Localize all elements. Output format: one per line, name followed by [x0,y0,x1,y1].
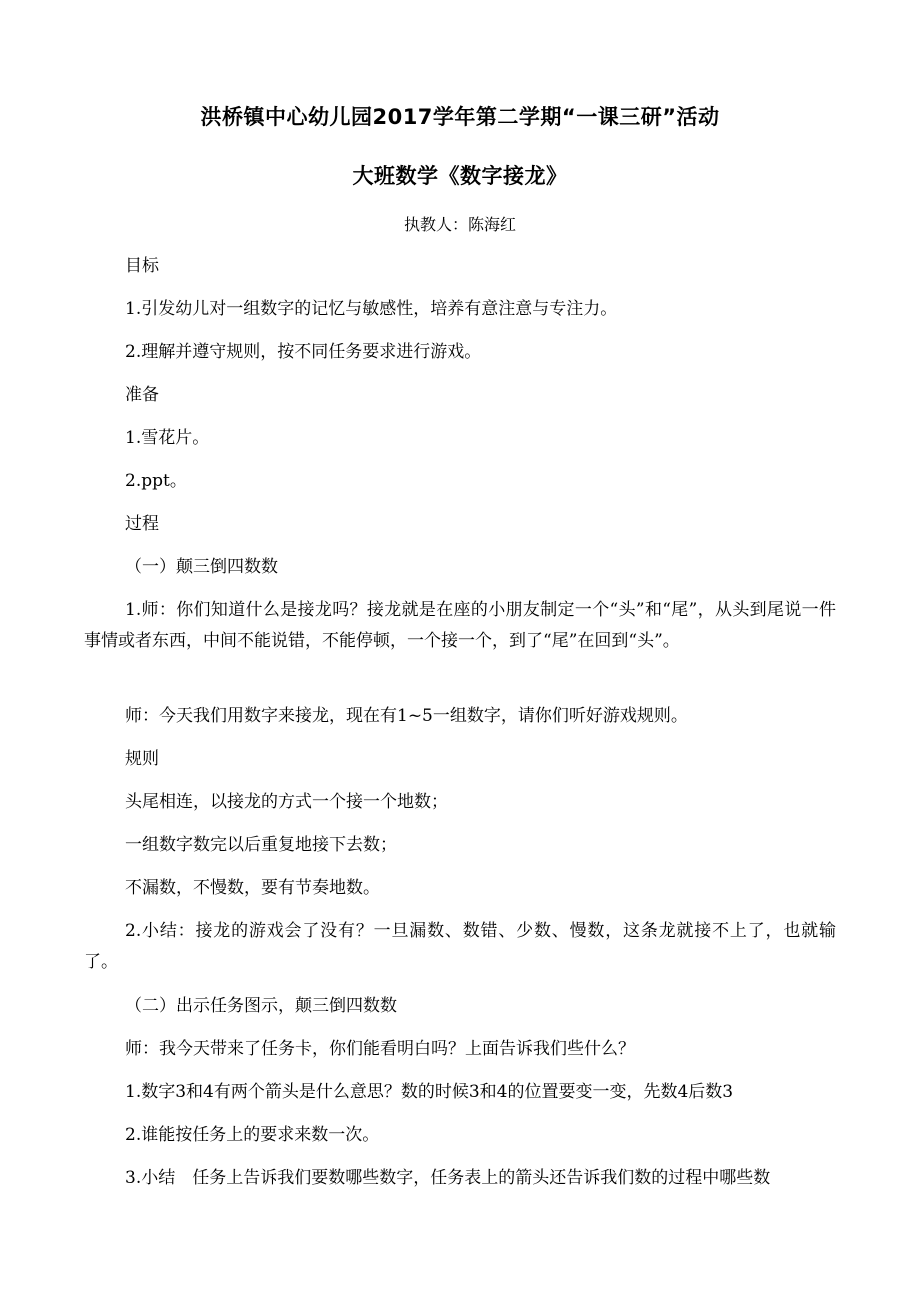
paragraph: 1.师：你们知道什么是接龙吗？接龙就是在座的小朋友制定一个“头”和“尾”，从头到尾说一件事情或者东西，中间不能说错，不能停顿，一个接一个，到了“尾”在回到“头”。 [84,600,836,651]
section-heading-preparation: 准备 [125,385,159,405]
paragraph: 1.雪花片。 [125,428,210,448]
section-heading-process: 过程 [125,514,159,534]
paragraph: 2.小结：接龙的游戏会了没有？一旦漏数、数错、少数、慢数，这条龙就接不上了，也就输了。 [84,921,836,972]
paragraph: 2.理解并遵守规则，按不同任务要求进行游戏。 [125,342,482,362]
section-heading-rules: 规则 [125,749,159,769]
rule-item: 一组数字数完以后重复地接下去数； [125,835,397,855]
paragraph: 2.ppt。 [125,471,187,491]
paragraph: 2.谁能按任务上的要求来数一次。 [125,1125,380,1145]
document-title: 洪桥镇中心幼儿园2017学年第二学期“一课三研”活动 [200,105,720,129]
paragraph: 3.小结 任务上告诉我们要数哪些数字，任务表上的箭头还告诉我们数的过程中哪些数 [125,1168,771,1188]
subsection-heading: （二）出示任务图示，颠三倒四数数 [125,996,397,1016]
paragraph: 1.引发幼儿对一组数字的记忆与敏感性，培养有意注意与专注力。 [125,299,618,319]
section-heading-goals: 目标 [125,256,159,276]
paragraph: 师：今天我们用数字来接龙，现在有1~5一组数字，请你们听好游戏规则。 [125,706,688,726]
paragraph: 师：我今天带来了任务卡，你们能看明白吗？上面告诉我们些什么？ [125,1039,635,1059]
paragraph: 1.数字3和4有两个箭头是什么意思？数的时候3和4的位置要变一变，先数4后数3 [125,1082,734,1102]
lesson-title: 大班数学《数字接龙》 [352,164,568,188]
subsection-heading: （一）颠三倒四数数 [125,557,278,577]
teacher-byline: 执教人：陈海红 [403,215,516,234]
rule-item: 不漏数，不慢数，要有节奏地数。 [125,878,380,898]
rule-item: 头尾相连，以接龙的方式一个接一个地数； [125,792,448,812]
